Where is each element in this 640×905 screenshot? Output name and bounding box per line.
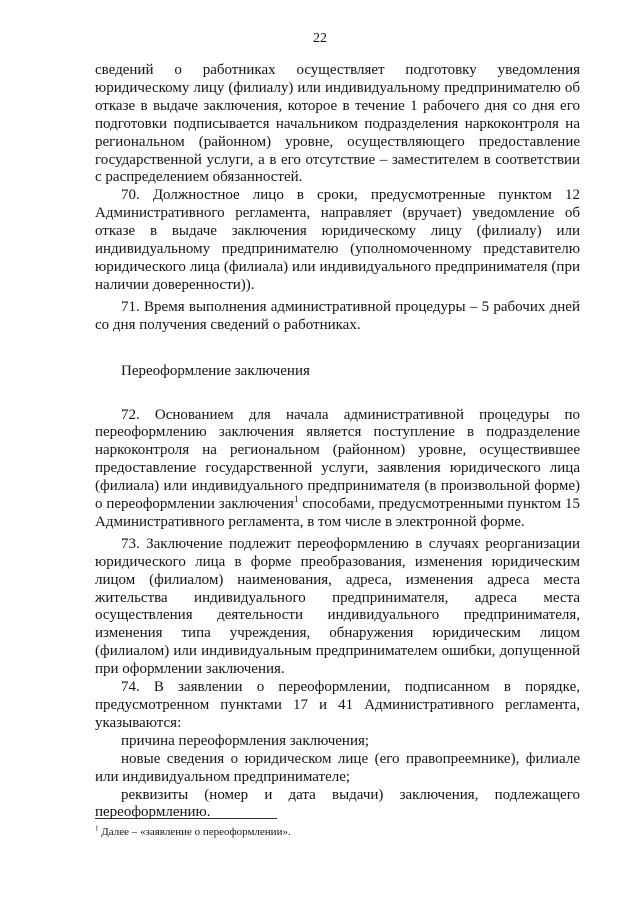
- footnote: [95, 826, 580, 839]
- document-body: [95, 62, 580, 822]
- paragraph-72: [95, 407, 580, 532]
- page-number: 22: [313, 31, 327, 46]
- paragraph-continuation: сведений о работниках осуществляет подготовку уведомления юридическому лицу (филиалу) или индивидуальному предпринимателю об отказе в выдаче заключения, которое в течение 1 рабочего дня со дня его подготовки подписывается начальником подразделения наркоконтроля на региональном (районном) уровне, осуществляющего предоставление государственной услуги, а в его отсутствие – заместителем в соответствии с распределением обязанностей.: [95, 62, 580, 186]
- list-item-requisites: реквизиты (номер и дата выдачи) заключения, подлежащего переоформлению.: [95, 786, 580, 821]
- footnote-reference: 1: [293, 494, 299, 505]
- section-heading: Переоформление заключения: [121, 362, 310, 379]
- footnote-text: Далее – «заявление о переоформлении».: [98, 826, 291, 838]
- paragraph-72-text-end: способами, предусмотренными пунктом 15 Административного регламента, в том числе в электронной форме.: [95, 496, 580, 530]
- list-item-new-info: новые сведения о юридическом лице (его правопреемнике), филиале или индивидуальном предпринимателе;: [95, 750, 580, 785]
- footnote-separator: [95, 818, 277, 819]
- paragraph-70: 70. Должностное лицо в сроки, предусмотренные пунктом 12 Административного регламента, направляет (вручает) уведомление об отказе в выдаче заключения юридическому лицу (филиалу) или индивидуальному предпринимателю (уполномоченному представителю юридического лица (филиала) или индивидуального предпринимателя (при наличии доверенности)).: [95, 187, 580, 293]
- paragraph-72-text: 72. Основанием для начала административной процедуры по переоформлению заключения является поступление в подразделение наркоконтроля на региональном (районном) уровне, осуществившее предоставление государственной услуги, заявления юридического лица (филиала) или индивидуального предпринимателя (в произвольной форме) о переоформлении заключения: [95, 406, 580, 513]
- footnote-mark: 1: [95, 824, 99, 833]
- list-item-reason: причина переоформления заключения;: [121, 732, 370, 749]
- paragraph-73: 73. Заключение подлежит переоформлению в случаях реорганизации юридического лица в форме преобразования, изменения юридическим лицом (филиалом) наименования, адреса, изменения адреса места жительства индивидуального предпринимателя, адреса места осуществления деятельности индивидуального предпринимателя, изменения типа учреждения, обнаружения юридическим лицом (филиалом) или индивидуальным предпринимателем ошибки, допущенной при оформлении заключения.: [95, 535, 580, 678]
- paragraph-74: 74. В заявлении о переоформлении, подписанном в порядке, предусмотренном пунктами 17 и 41 Административного регламента, указываются:: [95, 679, 580, 731]
- paragraph-71: 71. Время выполнения административной процедуры – 5 рабочих дней со дня получения сведений о работниках.: [95, 298, 580, 333]
